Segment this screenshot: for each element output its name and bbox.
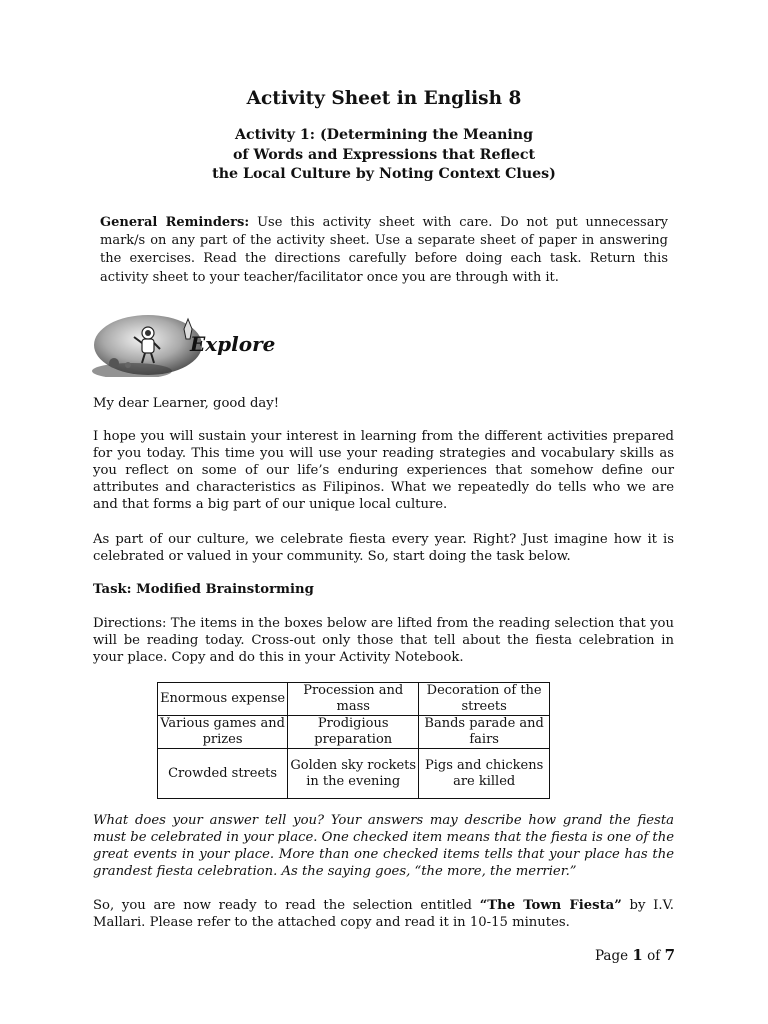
activity-title-line: the Local Culture by Noting Context Clues)	[212, 166, 556, 182]
selection-title: “The Town Fiesta”	[479, 898, 622, 913]
document-title: Activity Sheet in English 8	[246, 88, 522, 109]
table-cell: Decoration of the streets	[419, 683, 550, 716]
fiesta-paragraph: As part of our culture, we celebrate fiesta every year. Right? Just imagine how it is celebrated or valued in your community. So, start doing the task below.	[93, 532, 674, 564]
activity-title-line: of Words and Expressions that Reflect	[232, 146, 536, 163]
brainstorm-boxes-table	[157, 682, 550, 799]
ready-text-before: So, you are now ready to read the selection entitled	[93, 898, 480, 913]
general-reminders	[100, 214, 668, 287]
table-row	[158, 683, 550, 716]
of-word: of	[647, 948, 661, 964]
table-row	[158, 749, 550, 799]
table-cell: Crowded streets	[158, 749, 288, 799]
intro-paragraph: I hope you will sustain your interest in learning from the different activities prepared for you today. This time you will use your reading strategies and vocabulary skills as you reflect on some of our life’s enduring experiences that somehow define our attributes and characteristics as Filipinos. What we repeatedly do tells who we are and that forms a big part of our unique local culture.	[93, 429, 674, 512]
explore-heading: Explore	[190, 332, 276, 356]
table-cell: Prodigious preparation	[288, 716, 419, 749]
activity-title-line: Activity 1: (Determining the Meaning	[234, 127, 534, 143]
astronaut-on-moon-illustration	[92, 313, 204, 377]
page-number: 1	[632, 946, 643, 964]
ready-paragraph	[93, 897, 674, 931]
directions-paragraph: Directions: The items in the boxes below are lifted from the reading selection that you will be reading today. Cross-out only those that tell about the fiesta celebration in your place. Copy and do this in your Activity Notebook.	[93, 616, 674, 665]
greeting-text: My dear Learner, good day!	[93, 396, 280, 411]
reminders-label: General Reminders:	[100, 215, 250, 230]
page-footer	[595, 946, 675, 964]
table-cell: Procession and mass	[288, 683, 419, 716]
table-cell: Various games and prizes	[158, 716, 288, 749]
page-total: 7	[664, 946, 675, 964]
task-heading: Task: Modified Brainstorming	[93, 582, 314, 597]
reminders-text: Use this activity sheet with care. Do not put unnecessary mark/s on any part of the activity sheet. Use a separate sheet of paper in answering the exercises. Read the directions carefully before doing each task. Return this activity sheet to your teacher/facilitator once you are through with it.	[100, 215, 668, 285]
table-cell: Golden sky rockets in the evening	[288, 749, 419, 799]
ready-text-after: by I.V. Mallari. Please refer to the attached copy and read it in 10-15 minutes.	[93, 898, 674, 930]
table-cell: Pigs and chickens are killed	[419, 749, 550, 799]
page-word: Page	[594, 948, 629, 964]
activity-title	[0, 126, 768, 185]
table-cell: Bands parade and fairs	[419, 716, 550, 749]
table-cell: Enormous expense	[158, 683, 288, 716]
table-row	[158, 716, 550, 749]
reflection-paragraph: What does your answer tell you? Your answers may describe how grand the fiesta must be celebrated in your place. One checked item means that the fiesta is one of the great events in your place. More than one checked items tells that your place has the grandest fiesta celebration. As the saying goes, “the more, the merrier.”	[93, 813, 674, 879]
